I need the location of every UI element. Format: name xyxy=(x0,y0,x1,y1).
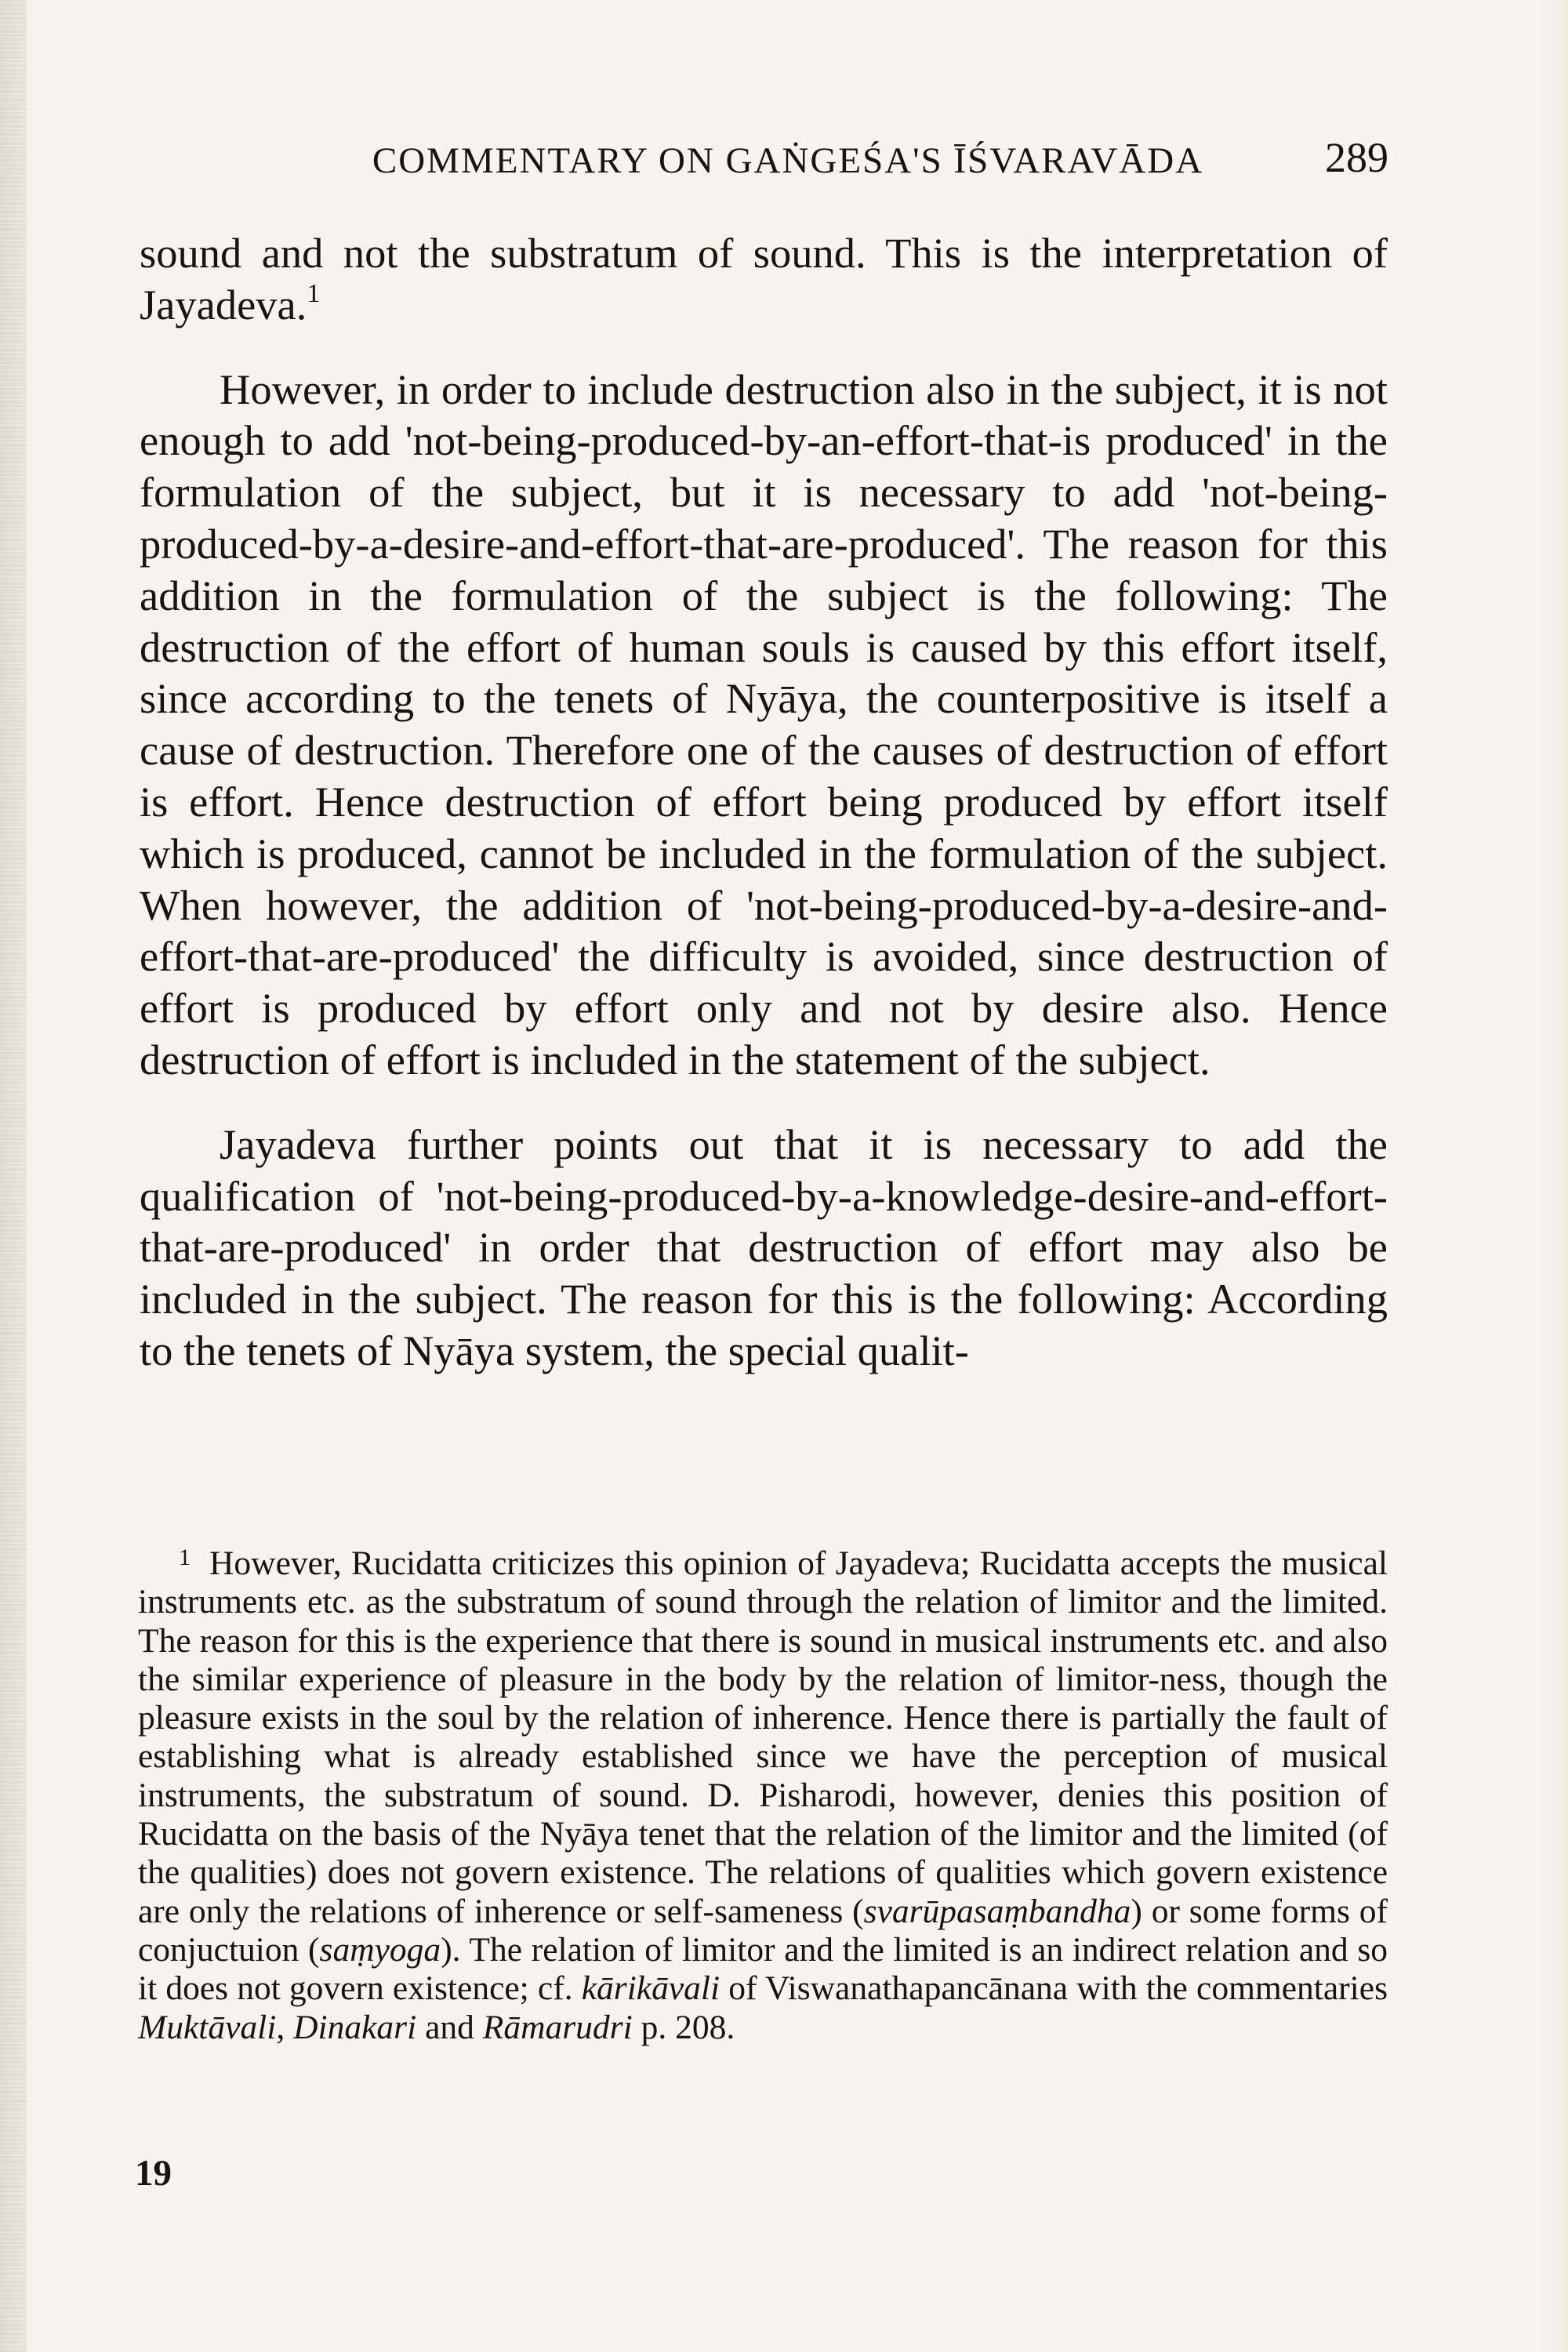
term-italic: svarūpasaṃbandha xyxy=(863,1892,1131,1930)
page-edge-shadow xyxy=(0,0,27,2352)
signature-mark: 19 xyxy=(135,2153,172,2194)
paragraph: However, in order to include destruction also in the subject, it is not enough to add 'not-being-produced-by-an-effort-that-is produced' in the formulation of the subject, but it is necessary to add 'not-being-produced-by-a-desire-and-effort-that-are-produced'. The reason for this addition in the formulation of the subject is the following: The destruction of the effort of human souls is caused by this effort itself, since according to the tenets of Nyāya, the counterpositive is itself a cause of destruction. Therefore one of the causes of destruction of effort is effort. Hence destruction of effort being produced by effort itself which is produced, cannot be included in the formulation of the subject. When however, the addition of 'not-being-produced-by-a-desire-and-effort-that-are-produced' the difficulty is avoided, since destruction of effort is produced by effort only and not by desire also. Hence destruction of effort is included in the statement of the subject. xyxy=(140,365,1388,1083)
title-italic: kārikāvali xyxy=(581,1969,720,2008)
title-italic: Rāmarudri xyxy=(482,2008,633,2046)
footnote xyxy=(138,1544,1388,2047)
footnote-text: $^1$ However, Rucidatta criticizes this opinion of Jayadeva; Rucidatta accepts the musical instruments etc. as the substratum of sound through the relation of limitor and the limited. The reason for this is the experience that there is sound in musical instruments etc. and also the similar experience of pleasure in the body by the relation of limitor-ness, though the pleasure exists in the soul by the relation of inherence. Hence there is partially the fault of establishing what is already established since we have the perception of musical instruments, the substratum of sound. D. Pisharodi, however, denies this position of Rucidatta on the basis of the Nyāya tenet that the relation of the limitor and the limited (of the qualities) does not govern existence. The relations of qualities which govern existence are only the relations of inherence or self-sameness (svarūpasaṃbandha) or some forms of conjuctuion (saṃyoga). The relation of limitor and the limited is an indirect relation and so it does not govern existence; cf. kārikāvali of Viswanathapancānana with the commentaries Muktāvali, Dinakari and Rāmarudri p. 208. xyxy=(138,1544,1388,2046)
footnote-reference: 1 xyxy=(307,278,321,308)
title-italic: Muktāvali xyxy=(138,2008,277,2046)
term-italic: saṃyoga xyxy=(319,1930,441,1969)
page-number: 289 xyxy=(1325,134,1388,181)
footnote-marker: 1 xyxy=(179,1544,191,1570)
paragraph-continued xyxy=(140,227,1388,331)
paragraph-text: sound and not the substratum of sound. This is the interpretation of Jayadeva. xyxy=(140,229,1388,328)
paragraph: Jayadeva further points out that it is necessary to add the qualification of 'not-being-produced-by-a-knowledge-desire-and-effort-that-are-produced' in order that destruction of effort may also be included in the subject. The reason for this is the following: According to the tenets of Nyāya system, the special qualit- xyxy=(140,1120,1388,1374)
title-italic: Dinakari xyxy=(293,2008,417,2046)
running-title: COMMENTARY ON GAṄGEŚA'S ĪŚVARAVĀDA xyxy=(372,140,1204,181)
main-text xyxy=(140,227,1388,1377)
